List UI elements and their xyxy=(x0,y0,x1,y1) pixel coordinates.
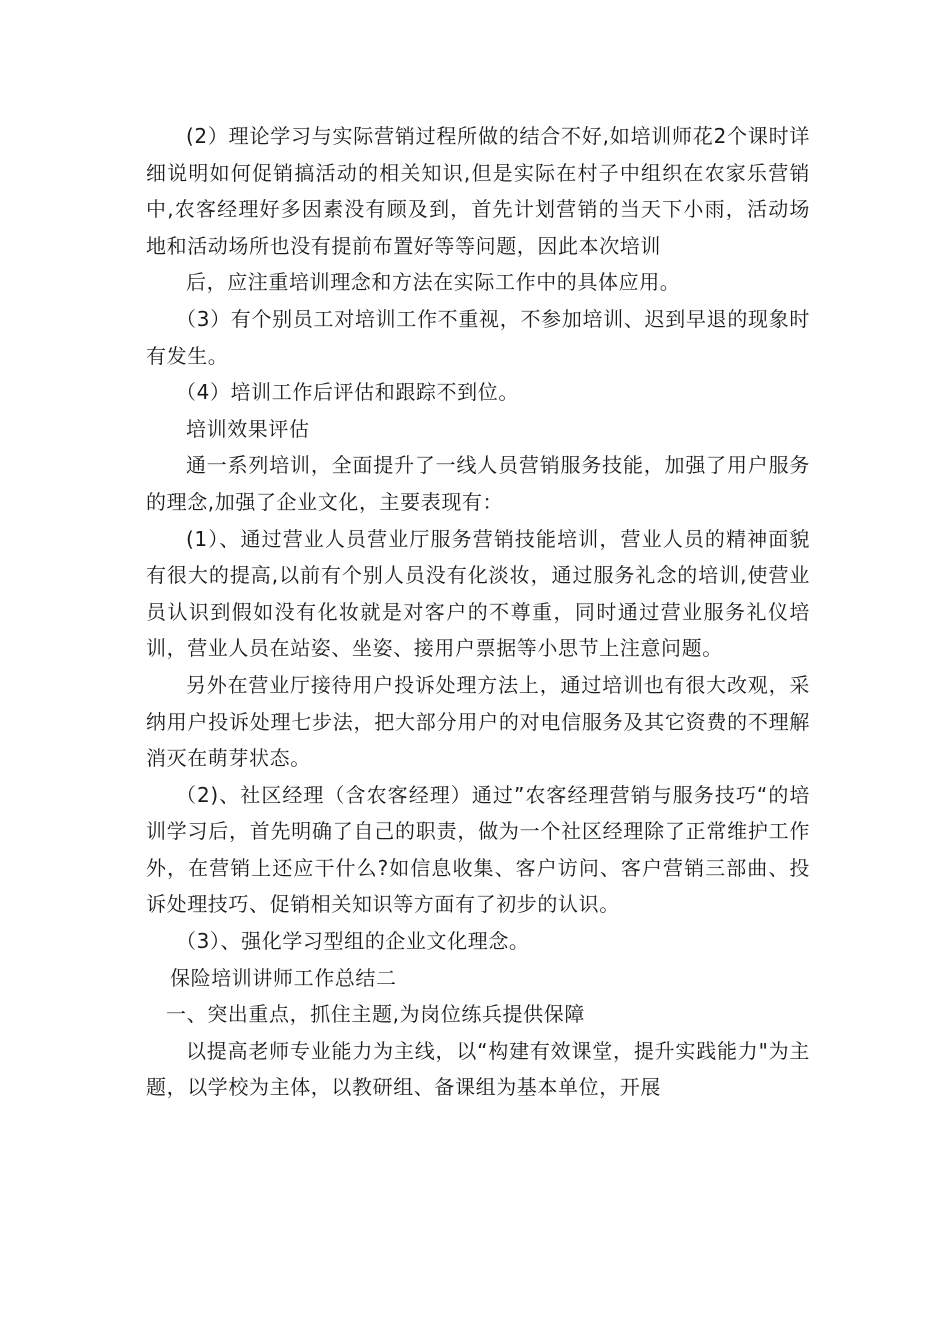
paragraph-evaluation-summary: 通一系列培训，全面提升了一线人员营销服务技能，加强了用户服务的理念,加强了企业文化，主要表现有： xyxy=(146,453,810,514)
document-page xyxy=(146,118,810,1106)
paragraph-teacher-ability: 以提高老师专业能力为主线，以“构建有效课堂，提升实践能力"为主题，以学校为主体，以教研组、备课组为基本单位，开展 xyxy=(146,1038,810,1100)
paragraph-complaint-handling: 另外在营业厅接待用户投诉处理方法上，通过培训也有很大改观，采纳用户投诉处理七步法，把大部分用户的对电信服务及其它资费的不理解消灭在萌芽状态。 xyxy=(146,672,810,771)
paragraph-point-2: （2)、社区经理（含农客经理）通过”农客经理营销与服务技巧“的培训学习后，首先明确了自己的职责，做为一个社区经理除了正常维护工作外，在营销上还应干什么?如信息收集、客户访问、客户营销三部曲、投诉处理技巧、促销相关知识等方面有了初步的认识。 xyxy=(146,782,810,917)
paragraph-point-3: （3）、强化学习型组的企业文化理念。 xyxy=(176,929,530,954)
paragraph-point-1: (1）、通过营业人员营业厅服务营销技能培训，营业人员的精神面貌有很大的提高,以前有个别人员没有化淡妆，通过服务礼念的培训,使营业员认识到假如没有化妆就是对客户的不尊重，同时通过营业服务礼仪培训，营业人员在站姿、坐姿、接用户票据等小思节上注意问题。 xyxy=(146,526,810,661)
paragraph-followup-issue: （4）培训工作后评估和跟踪不到位。 xyxy=(176,380,519,405)
section-heading-focus: 一、突出重点，抓住主题,为岗位练兵提供保障 xyxy=(166,1002,585,1027)
paragraph-theory-practice: (2）理论学习与实际营销过程所做的结合不好,如培训师花2个课时详细说明如何促销搞活动的相关知识,但是实际在村子中组织在农家乐营销中,农客经理好多因素没有顾及到，首先计划营销的当天下小雨，活动场地和活动场所也没有提前布置好等等问题，因此本次培训 xyxy=(146,124,810,258)
paragraph-attendance-issue: （3）有个别员工对培训工作不重视，不参加培训、迟到早退的现象时有发生。 xyxy=(146,306,810,368)
section-heading-effect-evaluation: 培训效果评估 xyxy=(186,416,310,441)
section-heading-summary-two: 保险培训讲师工作总结二 xyxy=(170,965,397,990)
paragraph-apply-after-training: 后，应注重培训理念和方法在实际工作中的具体应用。 xyxy=(186,270,681,295)
